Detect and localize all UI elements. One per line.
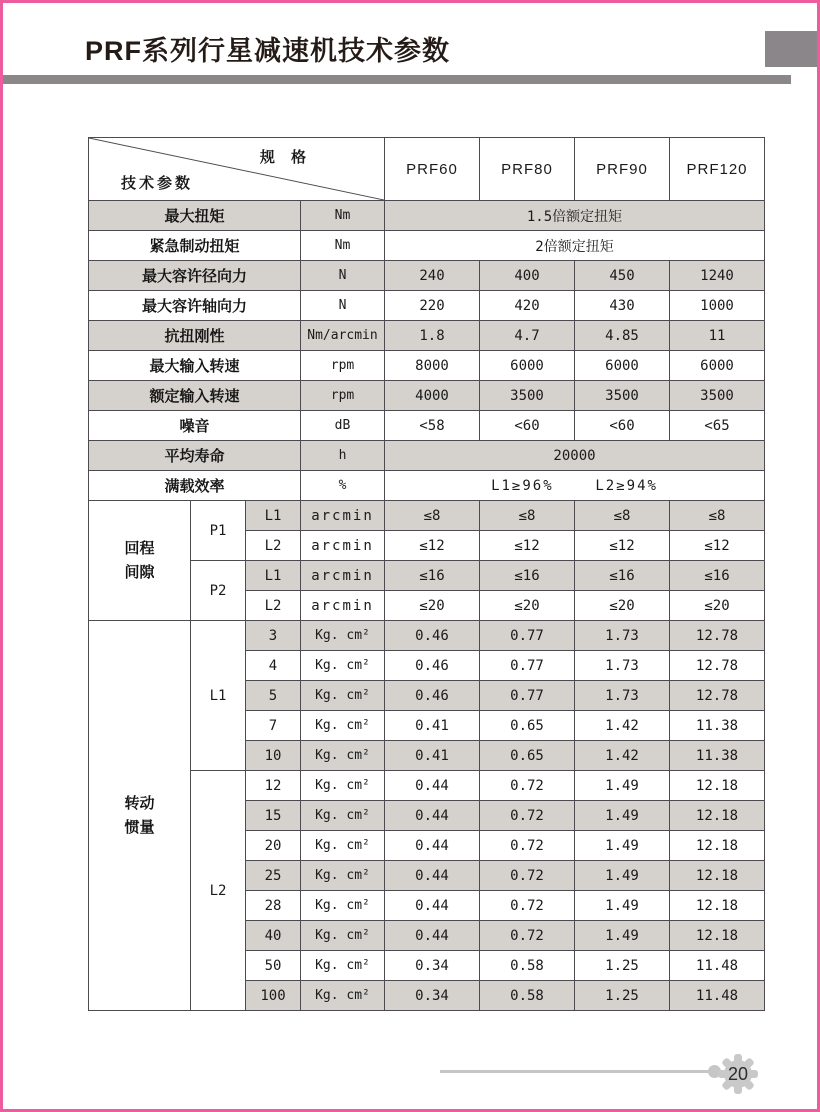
inertia-unit: Kg. cm² <box>301 921 385 951</box>
param-value: 1000 <box>670 291 765 321</box>
param-value: 0.58 <box>480 951 575 981</box>
param-value: 0.44 <box>385 891 480 921</box>
backlash-group-label <box>89 501 191 621</box>
param-value: 0.46 <box>385 621 480 651</box>
backlash-ratio: L1 <box>246 561 301 591</box>
inertia-unit: Kg. cm² <box>301 711 385 741</box>
page-number: 20 <box>727 1064 749 1084</box>
param-value: 4.7 <box>480 321 575 351</box>
param-value: 11.48 <box>670 951 765 981</box>
param-value: ≤16 <box>480 561 575 591</box>
param-value: 0.46 <box>385 651 480 681</box>
row-emergency-brake-torque <box>89 231 765 261</box>
row-backlash-p1-l1 <box>89 501 765 531</box>
backlash-ratio: L1 <box>246 501 301 531</box>
param-label: 最大扭矩 <box>89 201 301 231</box>
param-value: 6000 <box>480 351 575 381</box>
table-header-row <box>89 138 765 201</box>
param-value: ≤20 <box>480 591 575 621</box>
param-value: 0.65 <box>480 741 575 771</box>
inertia-l1-label: L1 <box>191 621 246 771</box>
row-full-load-efficiency <box>89 471 765 501</box>
param-value: ≤16 <box>385 561 480 591</box>
param-value: ≤12 <box>670 531 765 561</box>
param-value: 0.44 <box>385 831 480 861</box>
param-header-label: 技术参数 <box>121 175 194 192</box>
inertia-unit: Kg. cm² <box>301 741 385 771</box>
gear-icon <box>717 1053 759 1095</box>
param-value: 0.72 <box>480 891 575 921</box>
param-value: 1.42 <box>575 741 670 771</box>
param-value: 1.49 <box>575 801 670 831</box>
inertia-unit: Kg. cm² <box>301 981 385 1011</box>
backlash-unit: arcmin <box>301 591 385 621</box>
param-value: 0.77 <box>480 681 575 711</box>
param-value: ≤8 <box>670 501 765 531</box>
param-value: 0.72 <box>480 831 575 861</box>
param-label: 满载效率 <box>89 471 301 501</box>
param-value-span: 2倍额定扭矩 <box>385 231 765 261</box>
param-label: 额定输入转速 <box>89 381 301 411</box>
spec-header-label: 规 格 <box>259 149 312 166</box>
param-value: ≤16 <box>575 561 670 591</box>
inertia-unit: Kg. cm² <box>301 651 385 681</box>
param-value: 430 <box>575 291 670 321</box>
param-value: 3500 <box>575 381 670 411</box>
param-value: ≤12 <box>480 531 575 561</box>
param-value: 0.41 <box>385 741 480 771</box>
inertia-unit: Kg. cm² <box>301 861 385 891</box>
param-value: 1240 <box>670 261 765 291</box>
param-unit: N <box>301 261 385 291</box>
param-unit: Nm <box>301 201 385 231</box>
diagonal-header-cell <box>89 138 385 201</box>
param-value: 0.72 <box>480 861 575 891</box>
row-torsional-stiffness <box>89 321 765 351</box>
page-title: PRF系列行星减速机技术参数 <box>85 36 450 66</box>
param-label: 最大容许轴向力 <box>89 291 301 321</box>
inertia-unit: Kg. cm² <box>301 771 385 801</box>
corner-block <box>765 31 817 67</box>
param-value: 0.72 <box>480 771 575 801</box>
param-unit: dB <box>301 411 385 441</box>
backlash-ratio: L2 <box>246 591 301 621</box>
param-value: 6000 <box>575 351 670 381</box>
param-value: 1.73 <box>575 651 670 681</box>
backlash-unit: arcmin <box>301 531 385 561</box>
param-label: 最大容许径向力 <box>89 261 301 291</box>
param-value: 11.38 <box>670 741 765 771</box>
row-backlash-p2-l1 <box>89 561 765 591</box>
inertia-unit: Kg. cm² <box>301 951 385 981</box>
param-value: 11.48 <box>670 981 765 1011</box>
param-value: 1.25 <box>575 981 670 1011</box>
param-value: ≤16 <box>670 561 765 591</box>
param-value: 0.44 <box>385 771 480 801</box>
inertia-unit: Kg. cm² <box>301 891 385 921</box>
inertia-group-line2: 惯量 <box>124 818 155 836</box>
param-value: ≤12 <box>385 531 480 561</box>
param-value: 0.58 <box>480 981 575 1011</box>
param-value: <60 <box>480 411 575 441</box>
param-value: ≤8 <box>575 501 670 531</box>
footer-rule <box>440 1070 716 1073</box>
param-value: ≤20 <box>385 591 480 621</box>
inertia-ratio: 5 <box>246 681 301 711</box>
inertia-ratio: 28 <box>246 891 301 921</box>
backlash-ratio: L2 <box>246 531 301 561</box>
param-value: 0.34 <box>385 951 480 981</box>
inertia-unit: Kg. cm² <box>301 831 385 861</box>
title-rule <box>3 75 791 84</box>
inertia-unit: Kg. cm² <box>301 801 385 831</box>
param-value: 0.44 <box>385 861 480 891</box>
inertia-ratio: 7 <box>246 711 301 741</box>
row-max-input-speed <box>89 351 765 381</box>
param-value: 1.73 <box>575 681 670 711</box>
param-value: 8000 <box>385 351 480 381</box>
param-label: 抗扭刚性 <box>89 321 301 351</box>
param-label: 噪音 <box>89 411 301 441</box>
param-value: 1.42 <box>575 711 670 741</box>
param-value: 12.78 <box>670 621 765 651</box>
param-label: 平均寿命 <box>89 441 301 471</box>
param-unit: Nm <box>301 231 385 261</box>
param-unit: Nm/arcmin <box>301 321 385 351</box>
inertia-ratio: 40 <box>246 921 301 951</box>
inertia-group-label <box>89 621 191 1011</box>
backlash-group-line1: 回程 <box>124 539 155 557</box>
param-value: 0.41 <box>385 711 480 741</box>
param-value: ≤20 <box>575 591 670 621</box>
param-unit: rpm <box>301 381 385 411</box>
inertia-ratio: 12 <box>246 771 301 801</box>
param-value: 0.44 <box>385 801 480 831</box>
param-value: <58 <box>385 411 480 441</box>
param-value: 0.65 <box>480 711 575 741</box>
column-header-prf80: PRF80 <box>480 138 575 201</box>
param-value: ≤8 <box>385 501 480 531</box>
param-value: ≤8 <box>480 501 575 531</box>
param-value: 1.49 <box>575 861 670 891</box>
param-value: 240 <box>385 261 480 291</box>
param-value: 0.34 <box>385 981 480 1011</box>
row-rated-input-speed <box>89 381 765 411</box>
param-value: 12.18 <box>670 801 765 831</box>
backlash-unit: arcmin <box>301 501 385 531</box>
param-label: 紧急制动扭矩 <box>89 231 301 261</box>
param-value: 12.78 <box>670 681 765 711</box>
param-value: 400 <box>480 261 575 291</box>
param-value: 12.18 <box>670 921 765 951</box>
param-value: 11 <box>670 321 765 351</box>
param-value: 3500 <box>670 381 765 411</box>
column-header-prf120: PRF120 <box>670 138 765 201</box>
inertia-ratio: 25 <box>246 861 301 891</box>
row-max-radial-force <box>89 261 765 291</box>
param-value: <65 <box>670 411 765 441</box>
param-value: 6000 <box>670 351 765 381</box>
param-value: 0.72 <box>480 921 575 951</box>
param-value: 1.49 <box>575 831 670 861</box>
param-value: 1.49 <box>575 771 670 801</box>
param-label: 最大输入转速 <box>89 351 301 381</box>
backlash-grade-p1: P1 <box>191 501 246 561</box>
param-unit: rpm <box>301 351 385 381</box>
param-value: 3500 <box>480 381 575 411</box>
inertia-unit: Kg. cm² <box>301 621 385 651</box>
param-value-span: 20000 <box>385 441 765 471</box>
inertia-l2-label: L2 <box>191 771 246 1011</box>
inertia-ratio: 100 <box>246 981 301 1011</box>
backlash-unit: arcmin <box>301 561 385 591</box>
row-average-life <box>89 441 765 471</box>
row-inertia-l1-3 <box>89 621 765 651</box>
param-value: 1.8 <box>385 321 480 351</box>
param-value: 12.18 <box>670 891 765 921</box>
param-value: 0.77 <box>480 621 575 651</box>
param-value: 220 <box>385 291 480 321</box>
backlash-group-line2: 间隙 <box>124 563 155 581</box>
param-value: <60 <box>575 411 670 441</box>
inertia-unit: Kg. cm² <box>301 681 385 711</box>
column-header-prf60: PRF60 <box>385 138 480 201</box>
row-max-axial-force <box>89 291 765 321</box>
param-unit: % <box>301 471 385 501</box>
param-value: 0.44 <box>385 921 480 951</box>
column-header-prf90: PRF90 <box>575 138 670 201</box>
row-noise <box>89 411 765 441</box>
param-value-span: L1≥96% L2≥94% <box>385 471 765 501</box>
param-unit: h <box>301 441 385 471</box>
param-unit: N <box>301 291 385 321</box>
param-value: 0.72 <box>480 801 575 831</box>
param-value: 1.49 <box>575 921 670 951</box>
inertia-group-line1: 转动 <box>124 794 155 812</box>
inertia-ratio: 3 <box>246 621 301 651</box>
backlash-grade-p2: P2 <box>191 561 246 621</box>
param-value: 12.18 <box>670 861 765 891</box>
param-value: ≤12 <box>575 531 670 561</box>
row-inertia-l2-12 <box>89 771 765 801</box>
row-max-torque <box>89 201 765 231</box>
param-value: 1.25 <box>575 951 670 981</box>
param-value-span: 1.5倍额定扭矩 <box>385 201 765 231</box>
param-value: 4000 <box>385 381 480 411</box>
param-value: 12.78 <box>670 651 765 681</box>
inertia-ratio: 20 <box>246 831 301 861</box>
param-value: 1.73 <box>575 621 670 651</box>
param-value: 0.77 <box>480 651 575 681</box>
param-value: 0.46 <box>385 681 480 711</box>
param-value: 1.49 <box>575 891 670 921</box>
spec-table <box>88 137 765 1011</box>
param-value: 450 <box>575 261 670 291</box>
inertia-ratio: 50 <box>246 951 301 981</box>
inertia-ratio: 10 <box>246 741 301 771</box>
param-value: 12.18 <box>670 831 765 861</box>
inertia-ratio: 15 <box>246 801 301 831</box>
param-value: 11.38 <box>670 711 765 741</box>
param-value: ≤20 <box>670 591 765 621</box>
param-value: 420 <box>480 291 575 321</box>
param-value: 12.18 <box>670 771 765 801</box>
param-value: 4.85 <box>575 321 670 351</box>
inertia-ratio: 4 <box>246 651 301 681</box>
